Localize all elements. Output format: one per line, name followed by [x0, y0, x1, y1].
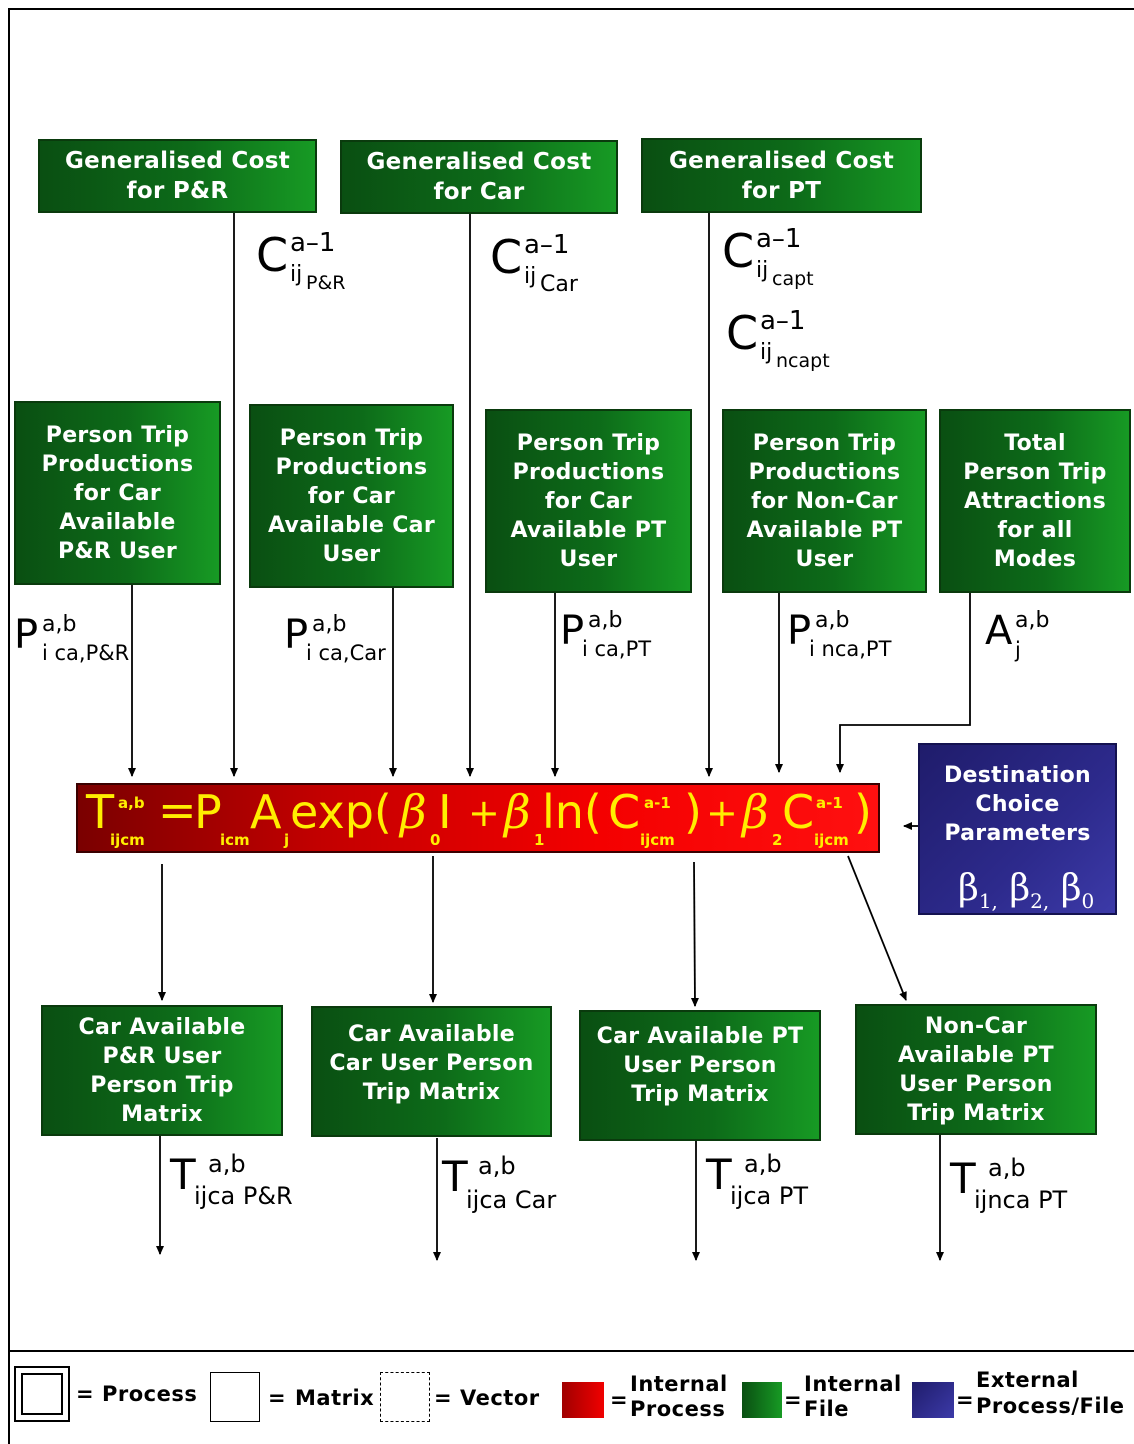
cost-capt-base: C: [722, 224, 755, 278]
cost-capt-sup: a–1: [756, 224, 802, 254]
formula-close2: ): [854, 785, 872, 839]
cost-car-ij: ij: [524, 264, 537, 289]
formula-T-sub: ijcm: [110, 831, 145, 849]
matrix-pt-sub: ijca PT: [730, 1182, 808, 1210]
cost-car-mode: Car: [540, 272, 578, 297]
formula-beta2-sub: 2: [772, 831, 783, 849]
prod-car-sub: i ca,Car: [306, 641, 386, 665]
legend-vector-swatch: [380, 1372, 430, 1422]
legend-internal-file-line1: Internal: [804, 1372, 902, 1396]
matrix-car-sup: a,b: [478, 1152, 516, 1180]
gravity-formula: [76, 783, 880, 853]
matrix-car-sub: ijca Car: [466, 1186, 557, 1214]
legend-external-line1: External: [976, 1368, 1079, 1392]
matrix-label-ncpt: [950, 1154, 1068, 1214]
legend-external-line2: Process/File: [976, 1394, 1125, 1418]
box-prod-car: Person Trip Productions for Car Available Car User: [249, 404, 454, 588]
formula-A-sub: j: [284, 831, 290, 849]
cost-pr-mode: P&R: [306, 272, 346, 294]
prod-pt-sup: a,b: [588, 608, 623, 633]
prod-pt-sub: i ca,PT: [582, 637, 652, 661]
matrix-ncpt-base: T: [950, 1154, 976, 1203]
attr-sub: j: [1015, 638, 1021, 662]
cost-capt-mode: capt: [772, 268, 814, 290]
legend-internal-file-eq: =: [784, 1388, 803, 1412]
prod-pr-base: P: [14, 612, 39, 658]
formula-C2: C: [782, 785, 815, 839]
prod-pr-sup: a,b: [42, 612, 77, 637]
formula-C1-sup: a-1: [644, 794, 671, 812]
formula-beta2: β: [742, 785, 769, 839]
cost-car-base: C: [490, 230, 523, 284]
formula-eq: =: [158, 783, 197, 837]
matrix-pt-sup: a,b: [744, 1150, 782, 1178]
formula-C2-sub: ijcm: [814, 831, 849, 849]
cost-label-pr: [256, 228, 346, 294]
beta1: β: [958, 868, 979, 909]
formula-C1: C: [608, 785, 641, 839]
beta1-sub: 1,: [978, 889, 998, 914]
prod-ncpt-base: P: [787, 608, 812, 654]
box-prod-ncpt: Person Trip Productions for Non-Car Available PT User: [722, 409, 927, 593]
formula-I: I: [438, 785, 452, 839]
formula-beta1: β: [504, 785, 531, 839]
legend-internal-file-swatch: [742, 1382, 782, 1418]
legend-internal-process-line2: Process: [630, 1397, 726, 1421]
formula-plus2: +: [706, 791, 738, 835]
legend-internal-process-eq: =: [610, 1388, 629, 1412]
box-matrix-ncpt: Non-Car Available PT User Person Trip Matrix: [855, 1004, 1097, 1135]
cost-pr-sup: a–1: [290, 228, 336, 258]
prod-label-pt: [560, 608, 652, 661]
formula-ln: ln(: [542, 785, 602, 839]
formula-beta0: β: [400, 785, 427, 839]
legend: [10, 1350, 1134, 1440]
dest-params-label: Destination Choice Parameters: [944, 763, 1091, 846]
matrix-pt-base: T: [706, 1150, 732, 1199]
beta-parameters: [958, 868, 1094, 913]
cost-pr-base: C: [256, 228, 289, 282]
cost-capt-ij: ij: [756, 258, 769, 283]
prod-car-sup: a,b: [312, 612, 347, 637]
prod-pt-base: P: [560, 608, 585, 654]
legend-process-label: Process: [102, 1382, 198, 1406]
beta2-sub: 2,: [1030, 889, 1050, 914]
cost-ncapt-base: C: [726, 306, 759, 360]
legend-process-eq: =: [76, 1382, 95, 1406]
formula-C1-sub: ijcm: [640, 831, 675, 849]
box-gc-car: Generalised Cost for Car: [340, 140, 618, 214]
formula-C2-sup: a-1: [816, 794, 843, 812]
cost-label-ncapt: [726, 306, 830, 372]
cost-pr-ij: ij: [290, 262, 303, 287]
attr-label: [985, 608, 1050, 662]
cost-ncapt-mode: ncapt: [776, 350, 830, 372]
cost-ncapt-ij: ij: [760, 340, 773, 365]
prod-label-car: [284, 612, 386, 665]
formula-A: A: [250, 785, 282, 839]
beta0-sub: 0: [1081, 889, 1095, 914]
legend-external-eq: =: [956, 1388, 975, 1412]
box-prod-pt: Person Trip Productions for Car Available PT User: [485, 409, 692, 593]
prod-car-base: P: [284, 612, 309, 658]
formula-beta1-sub: 1: [534, 831, 545, 849]
box-matrix-pt: Car Available PT User Person Trip Matrix: [579, 1010, 821, 1141]
matrix-label-pr: [170, 1150, 293, 1210]
beta2: β: [1009, 868, 1031, 909]
matrix-pr-sup: a,b: [208, 1150, 246, 1178]
legend-internal-process-swatch: [562, 1382, 604, 1418]
box-matrix-pr: Car Available P&R User Person Trip Matrix: [41, 1005, 283, 1136]
prod-pr-sub: i ca,P&R: [42, 641, 130, 665]
formula-close1: ): [684, 785, 702, 839]
legend-vector-label: Vector: [460, 1386, 540, 1410]
formula-beta0-sub: 0: [430, 831, 441, 849]
legend-internal-process-line1: Internal: [630, 1372, 728, 1396]
formula-T-sup: a,b: [118, 794, 145, 812]
legend-matrix-swatch: [210, 1372, 260, 1422]
cost-ncapt-sup: a–1: [760, 306, 806, 336]
prod-label-pr: [14, 612, 130, 665]
box-attractions: Total Person Trip Attractions for all Modes: [939, 409, 1131, 593]
cost-car-sup: a–1: [524, 230, 570, 260]
legend-matrix-eq: =: [268, 1386, 287, 1410]
arrow-out-pt: [694, 862, 695, 1006]
legend-process-swatch: [14, 1366, 70, 1422]
matrix-car-base: T: [442, 1152, 468, 1201]
matrix-pr-base: T: [170, 1150, 196, 1199]
prod-ncpt-sup: a,b: [815, 608, 850, 633]
box-prod-pr: Person Trip Productions for Car Available P&R User: [14, 401, 221, 585]
prod-label-ncpt: [787, 608, 892, 661]
legend-external-swatch: [912, 1382, 954, 1418]
formula-plus1: +: [468, 791, 500, 835]
attr-base: A: [985, 608, 1013, 654]
box-matrix-car: Car Available Car User Person Trip Matrix: [311, 1006, 552, 1137]
matrix-ncpt-sub: ijnca PT: [974, 1186, 1068, 1214]
matrix-ncpt-sup: a,b: [988, 1154, 1026, 1182]
legend-vector-eq: =: [434, 1386, 453, 1410]
beta0: β: [1060, 868, 1082, 909]
arrow-out-ncpt: [848, 856, 906, 1000]
formula-P: P: [194, 785, 222, 839]
legend-internal-file-line2: File: [804, 1397, 849, 1421]
formula-exp: exp(: [290, 785, 392, 839]
matrix-label-pt: [706, 1150, 808, 1210]
matrix-label-car: [442, 1152, 557, 1214]
legend-matrix-label: Matrix: [295, 1386, 375, 1410]
attr-sup: a,b: [1015, 608, 1050, 633]
box-gc-pt: Generalised Cost for PT: [641, 138, 922, 213]
formula-P-sub: icm: [220, 831, 250, 849]
matrix-pr-sub: ijca P&R: [194, 1182, 293, 1210]
cost-label-capt: [722, 224, 814, 290]
formula-T: T: [86, 785, 115, 839]
prod-ncpt-sub: i nca,PT: [809, 637, 892, 661]
box-gc-pr: Generalised Cost for P&R: [38, 139, 317, 213]
cost-label-car: [490, 230, 578, 297]
